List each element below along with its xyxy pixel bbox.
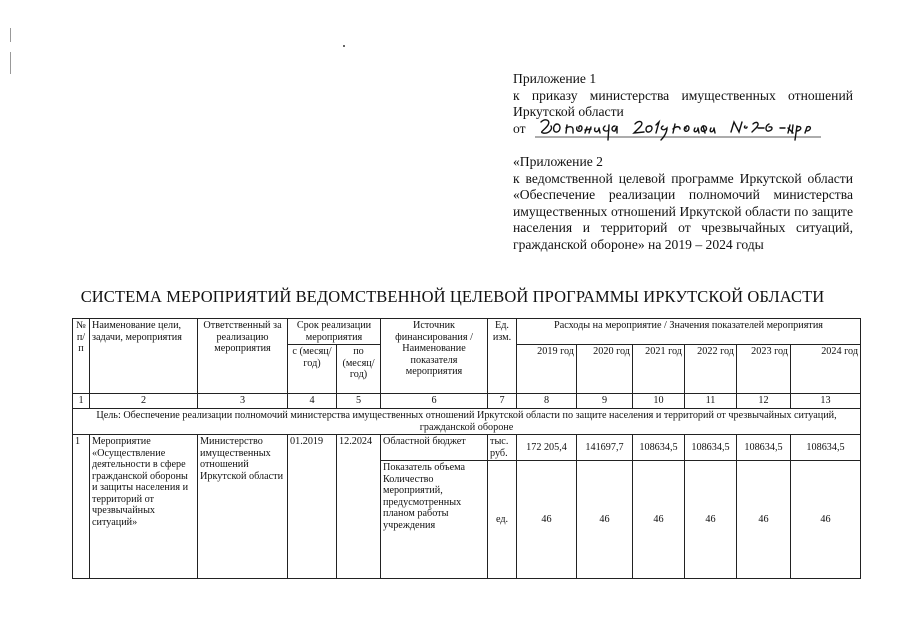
measures-table [72, 318, 861, 579]
column-number: 4 [288, 394, 337, 409]
header-period-from: с (месяц/ год) [288, 345, 337, 394]
scan-edge-mark [10, 52, 11, 74]
row-num: 1 [73, 435, 90, 579]
appendix1-order: к приказу министерства имущественных отношений Иркутской области [513, 87, 853, 119]
header-row [73, 319, 861, 345]
indicator-value: 46 [577, 461, 633, 579]
header-year: 2022 год [685, 345, 737, 394]
goal-text: Цель: Обеспечение реализации полномочий министерства имущественных отношений Иркутской области по защите населения и территорий от чрезвычайных ситуаций, гражданской обороне [73, 409, 861, 435]
funding-value: 108634,5 [791, 435, 861, 461]
indicator-value: 46 [633, 461, 685, 579]
column-number: 7 [488, 394, 517, 409]
column-number: 3 [198, 394, 288, 409]
column-number: 6 [381, 394, 488, 409]
header-period-to: по (месяц/ год) [337, 345, 381, 394]
appendix2-body: к ведомственной целевой программе Иркутской области «Обеспечение реализации полномочий министерства имущественных отношений Иркутской области по защите населения и территорий от чрезвычайных ситуаций, гражданской обороне» на 2019 – 2024 годы [513, 170, 853, 252]
column-number: 12 [737, 394, 791, 409]
column-number: 10 [633, 394, 685, 409]
funding-unit: тыс. руб. [488, 435, 517, 461]
funding-value: 108634,5 [633, 435, 685, 461]
funding-value: 108634,5 [685, 435, 737, 461]
column-number: 2 [90, 394, 198, 409]
indicator-value: 46 [791, 461, 861, 579]
column-number: 13 [791, 394, 861, 409]
goal-row [73, 409, 861, 435]
funding-value: 108634,5 [737, 435, 791, 461]
column-number: 1 [73, 394, 90, 409]
header-year: 2024 год [791, 345, 861, 394]
handwritten-date-number [535, 116, 825, 142]
funding-value: 172 205,4 [517, 435, 577, 461]
appendix2-block [513, 154, 853, 253]
header-source: Источник финансирования / Наименование показателя мероприятия [381, 319, 488, 394]
column-number: 9 [577, 394, 633, 409]
scan-edge-mark [10, 28, 11, 42]
indicator-name: Показатель объема Количество мероприятий, предусмотренных планом работы учреждения [381, 461, 488, 579]
column-number: 5 [337, 394, 381, 409]
header-responsible: Ответственный за реализацию мероприятия [198, 319, 288, 394]
measure-responsible: Министерство имущественных отношений Иркутской области [198, 435, 288, 579]
funding-source: Областной бюджет [381, 435, 488, 461]
indicator-value: 46 [737, 461, 791, 579]
measure-period-from: 01.2019 [288, 435, 337, 579]
funding-value: 141697,7 [577, 435, 633, 461]
appendix1-block [513, 71, 853, 143]
header-year: 2021 год [633, 345, 685, 394]
header-year: 2019 год [517, 345, 577, 394]
measure-period-to: 12.2024 [337, 435, 381, 579]
table-row [73, 435, 861, 461]
column-numbers-row [73, 394, 861, 409]
scan-dust-mark [343, 45, 345, 47]
appendix1-title: Приложение 1 [513, 71, 597, 86]
header-expenses: Расходы на мероприятие / Значения показателей мероприятия [517, 319, 861, 345]
header-unit: Ед. изм. [488, 319, 517, 394]
header-year: 2020 год [577, 345, 633, 394]
document-title: СИСТЕМА МЕРОПРИЯТИЙ ВЕДОМСТВЕННОЙ ЦЕЛЕВОЙ ПРОГРАММЫ ИРКУТСКОЙ ОБЛАСТИ [80, 287, 825, 306]
column-number: 11 [685, 394, 737, 409]
appendix1-ot: от [513, 120, 526, 136]
header-year: 2023 год [737, 345, 791, 394]
appendix1-date-line [513, 121, 853, 143]
header-num: № п/п [73, 319, 90, 394]
header-period: Срок реализации мероприятия [288, 319, 381, 345]
indicator-value: 46 [685, 461, 737, 579]
appendix2-title: «Приложение 2 [513, 154, 603, 169]
indicator-unit: ед. [488, 461, 517, 579]
measure-name: Мероприятие «Осуществление деятельности в сфере гражданской обороны и защиты населения и территорий от чрезвычайных ситуаций» [90, 435, 198, 579]
column-number: 8 [517, 394, 577, 409]
header-name: Наименование цели, задачи, мероприятия [90, 319, 198, 394]
indicator-value: 46 [517, 461, 577, 579]
